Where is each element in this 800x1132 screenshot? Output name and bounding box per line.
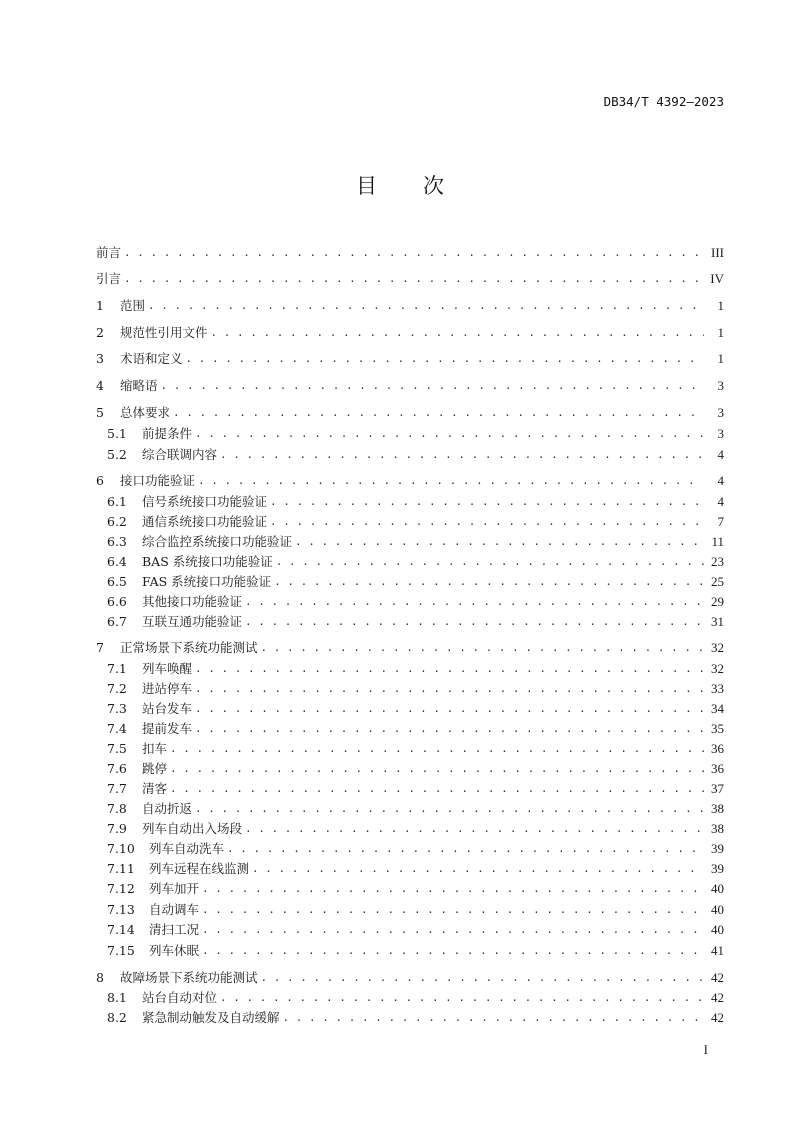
toc-entry-page: 1 — [717, 351, 724, 366]
toc-entry-number: 7.7 — [107, 781, 127, 796]
toc-entry-page: 37 — [711, 781, 724, 796]
toc-entry[interactable] — [107, 493, 724, 511]
toc-entry-label: BAS 系统接口功能验证 — [142, 554, 273, 569]
toc-entry-number: 7.2 — [107, 681, 127, 696]
toc-entry-number: 7.9 — [107, 821, 127, 836]
toc-entry-page: 32 — [711, 640, 724, 655]
toc-dot-leader — [227, 840, 704, 858]
toc-entry[interactable] — [96, 350, 724, 368]
toc-entry-label: 前提条件 — [142, 426, 193, 441]
toc-entry-label: 其他接口功能验证 — [142, 594, 243, 609]
toc-entry-page: 40 — [711, 902, 724, 917]
toc-entry-page: 42 — [711, 970, 724, 985]
toc-entry-number: 7 — [96, 640, 104, 655]
toc-entry-page: 38 — [711, 801, 724, 816]
toc-dot-leader — [198, 472, 704, 490]
toc-entry-label: 紧急制动触发及自动缓解 — [142, 1010, 280, 1025]
toc-entry[interactable] — [96, 270, 724, 288]
footer-page-number: I — [703, 1042, 708, 1057]
toc-entry-label: 范围 — [120, 298, 146, 313]
toc-entry[interactable] — [107, 680, 724, 698]
toc-entry-label: 总体要求 — [120, 405, 171, 420]
toc-entry-number: 7.14 — [107, 922, 135, 937]
toc-entry-label: 提前发车 — [142, 721, 193, 736]
toc-entry-label: 自动调车 — [149, 902, 200, 917]
toc-entry[interactable] — [107, 660, 724, 678]
document-code: DB34/T 4392—2023 — [603, 94, 724, 109]
toc-entry-number: 6.1 — [107, 494, 127, 509]
toc-entry-label: 列车加开 — [149, 881, 200, 896]
toc-entry-label: 清客 — [142, 781, 168, 796]
toc-dot-leader — [261, 969, 704, 987]
toc-dot-leader — [124, 244, 704, 262]
toc-dot-leader — [252, 860, 704, 878]
toc-entry-label: 清扫工况 — [149, 922, 200, 937]
toc-entry[interactable] — [96, 377, 724, 395]
toc-entry-number: 7.8 — [107, 801, 127, 816]
toc-entry-page: 36 — [711, 741, 724, 756]
toc-entry-number: 8.2 — [107, 1010, 127, 1025]
toc-entry-number: 6.3 — [107, 534, 127, 549]
toc-entry-number: 6.2 — [107, 514, 127, 529]
toc-dot-leader — [195, 700, 704, 718]
toc-entry-page: 1 — [717, 298, 724, 313]
toc-entry-page: 31 — [711, 614, 724, 629]
toc-entry-label: 综合监控系统接口功能验证 — [142, 534, 293, 549]
toc-entry[interactable] — [107, 1009, 724, 1027]
toc-entry-page: 33 — [711, 681, 724, 696]
toc-entry-label: 前言 — [96, 245, 122, 260]
toc-dot-leader — [161, 377, 704, 395]
toc-entry-page: 36 — [711, 761, 724, 776]
toc-entry-label: 术语和定义 — [120, 351, 183, 366]
toc-entry-page: 3 — [717, 378, 724, 393]
toc-dot-leader — [195, 800, 704, 818]
toc-entry-page: 23 — [711, 554, 724, 569]
toc-dot-leader — [245, 613, 704, 631]
toc-entry-page: 35 — [711, 721, 724, 736]
toc-entry-label: 站台发车 — [142, 701, 193, 716]
toc-entry-number: 7.15 — [107, 943, 135, 958]
toc-entry[interactable] — [96, 639, 724, 657]
toc-entry-page: 34 — [711, 701, 724, 716]
toc-entry-label: 缩略语 — [120, 378, 158, 393]
toc-entry-number: 5 — [96, 405, 104, 420]
toc-entry[interactable] — [107, 593, 724, 611]
toc-entry-number: 3 — [96, 351, 104, 366]
toc-entry[interactable] — [107, 760, 724, 778]
toc-entry[interactable] — [107, 860, 724, 878]
toc-entry-label: 正常场景下系统功能测试 — [120, 640, 258, 655]
toc-entry-number: 7.1 — [107, 661, 127, 676]
toc-entry[interactable] — [107, 613, 724, 631]
toc-dot-leader — [261, 639, 704, 657]
toc-entry-number: 2 — [96, 325, 104, 340]
toc-entry[interactable] — [107, 942, 724, 960]
toc-entry-number: 6 — [96, 473, 104, 488]
toc-dot-leader — [274, 573, 704, 591]
toc-entry-number: 6.7 — [107, 614, 127, 629]
toc-dot-leader — [195, 425, 704, 443]
toc-entry[interactable] — [96, 404, 724, 422]
toc-entry-label: 通信系统接口功能验证 — [142, 514, 268, 529]
toc-dot-leader — [270, 493, 704, 511]
title-char-1: 目 — [356, 174, 377, 198]
toc-dot-leader — [195, 660, 704, 678]
toc-entry[interactable] — [107, 780, 724, 798]
toc-entry-label: FAS 系统接口功能验证 — [142, 574, 272, 589]
toc-entry-page: 42 — [711, 990, 724, 1005]
toc-entry-number: 7.5 — [107, 741, 127, 756]
toc-entry-page: 4 — [717, 473, 724, 488]
toc-entry-label: 列车唤醒 — [142, 661, 193, 676]
toc-dot-leader — [283, 1009, 704, 1027]
toc-entry[interactable] — [107, 720, 724, 738]
toc-entry[interactable] — [107, 553, 724, 571]
toc-dot-leader — [276, 553, 704, 571]
toc-entry[interactable] — [96, 969, 724, 987]
toc-dot-leader — [202, 921, 704, 939]
toc-entry-number: 8 — [96, 970, 104, 985]
toc-entry-number: 1 — [96, 298, 104, 313]
toc-entry[interactable] — [107, 880, 724, 898]
toc-dot-leader — [173, 404, 704, 422]
toc-entry-page: 38 — [711, 821, 724, 836]
toc-entry-label: 自动折返 — [142, 801, 193, 816]
toc-dot-leader — [211, 324, 704, 342]
toc-entry-label: 列车自动出入场段 — [142, 821, 243, 836]
toc-entry-page: 1 — [717, 325, 724, 340]
toc-entry-number: 4 — [96, 378, 104, 393]
toc-entry-number: 8.1 — [107, 990, 127, 1005]
toc-dot-leader — [170, 740, 704, 758]
toc-entry-page: 39 — [711, 841, 724, 856]
toc-entry-label: 故障场景下系统功能测试 — [120, 970, 258, 985]
toc-entry[interactable] — [107, 740, 724, 758]
toc-entry[interactable] — [107, 901, 724, 919]
toc-entry[interactable] — [107, 840, 724, 858]
toc-entry[interactable] — [96, 324, 724, 342]
toc-dot-leader — [202, 942, 704, 960]
toc-entry-label: 互联互通功能验证 — [142, 614, 243, 629]
toc-dot-leader — [202, 901, 704, 919]
toc-entry-page: IV — [710, 271, 724, 286]
toc-entry[interactable] — [107, 989, 724, 1007]
toc-dot-leader — [148, 297, 704, 315]
toc-dot-leader — [245, 820, 704, 838]
toc-entry[interactable] — [96, 297, 724, 315]
toc-dot-leader — [202, 880, 704, 898]
toc-entry-label: 列车休眠 — [149, 943, 200, 958]
toc-entry[interactable] — [107, 513, 724, 531]
toc-dot-leader — [124, 270, 704, 288]
toc-dot-leader — [220, 446, 704, 464]
toc-entry-number: 7.12 — [107, 881, 135, 896]
toc-entry-page: 7 — [717, 514, 724, 529]
toc-entry-number: 6.5 — [107, 574, 127, 589]
toc-entry-label: 接口功能验证 — [120, 473, 196, 488]
toc-entry[interactable] — [96, 472, 724, 490]
toc-entry-label: 列车自动洗车 — [149, 841, 225, 856]
toc-entry-label: 站台自动对位 — [142, 990, 218, 1005]
toc-entry-label: 规范性引用文件 — [120, 325, 208, 340]
toc-entry-number: 5.1 — [107, 426, 127, 441]
title-char-2: 次 — [423, 174, 444, 198]
toc-dot-leader — [270, 513, 704, 531]
page-title — [0, 170, 800, 200]
toc-entry-label: 列车远程在线监测 — [149, 861, 250, 876]
toc-entry-number: 5.2 — [107, 447, 127, 462]
toc-entry-page: 11 — [711, 534, 724, 549]
toc-entry-page: 4 — [717, 494, 724, 509]
toc-entry[interactable] — [107, 921, 724, 939]
toc-entry[interactable] — [107, 573, 724, 591]
toc-entry-page: 40 — [711, 881, 724, 896]
toc-entry-page: 4 — [717, 447, 724, 462]
toc-entry-number: 7.13 — [107, 902, 135, 917]
toc-dot-leader — [186, 350, 704, 368]
toc-entry[interactable] — [107, 425, 724, 443]
toc-entry-label: 引言 — [96, 271, 122, 286]
toc-entry-number: 7.11 — [107, 861, 135, 876]
toc-dot-leader — [170, 760, 704, 778]
toc-entry-page: 29 — [711, 594, 724, 609]
toc-entry[interactable] — [107, 700, 724, 718]
toc-entry-number: 6.6 — [107, 594, 127, 609]
toc-entry-page: 3 — [717, 426, 724, 441]
toc-entry-page: 40 — [711, 922, 724, 937]
toc-entry-label: 信号系统接口功能验证 — [142, 494, 268, 509]
toc-entry-number: 7.10 — [107, 841, 135, 856]
toc-entry-label: 扣车 — [142, 741, 168, 756]
toc-dot-leader — [220, 989, 704, 1007]
toc-entry[interactable] — [107, 533, 724, 551]
toc-dot-leader — [245, 593, 704, 611]
toc-entry-page: 25 — [711, 574, 724, 589]
toc-entry[interactable] — [107, 820, 724, 838]
toc-dot-leader — [195, 720, 704, 738]
toc-entry-label: 综合联调内容 — [142, 447, 218, 462]
toc-entry-number: 7.4 — [107, 721, 127, 736]
toc-dot-leader — [295, 533, 704, 551]
toc-entry-label: 进站停车 — [142, 681, 193, 696]
toc-entry-page: 42 — [711, 1010, 724, 1025]
toc-dot-leader — [195, 680, 704, 698]
toc-entry-page: 32 — [711, 661, 724, 676]
toc-entry-page: 3 — [717, 405, 724, 420]
toc-entry-page: 39 — [711, 861, 724, 876]
toc-entry-label: 跳停 — [142, 761, 168, 776]
toc-entry-number: 7.3 — [107, 701, 127, 716]
toc-entry-number: 7.6 — [107, 761, 127, 776]
toc-entry-page: 41 — [711, 943, 724, 958]
toc-entry[interactable] — [96, 244, 724, 262]
toc-entry-number: 6.4 — [107, 554, 127, 569]
toc-entry-page: III — [711, 245, 724, 260]
toc-entry[interactable] — [107, 446, 724, 464]
toc-entry[interactable] — [107, 800, 724, 818]
toc-dot-leader — [170, 780, 704, 798]
